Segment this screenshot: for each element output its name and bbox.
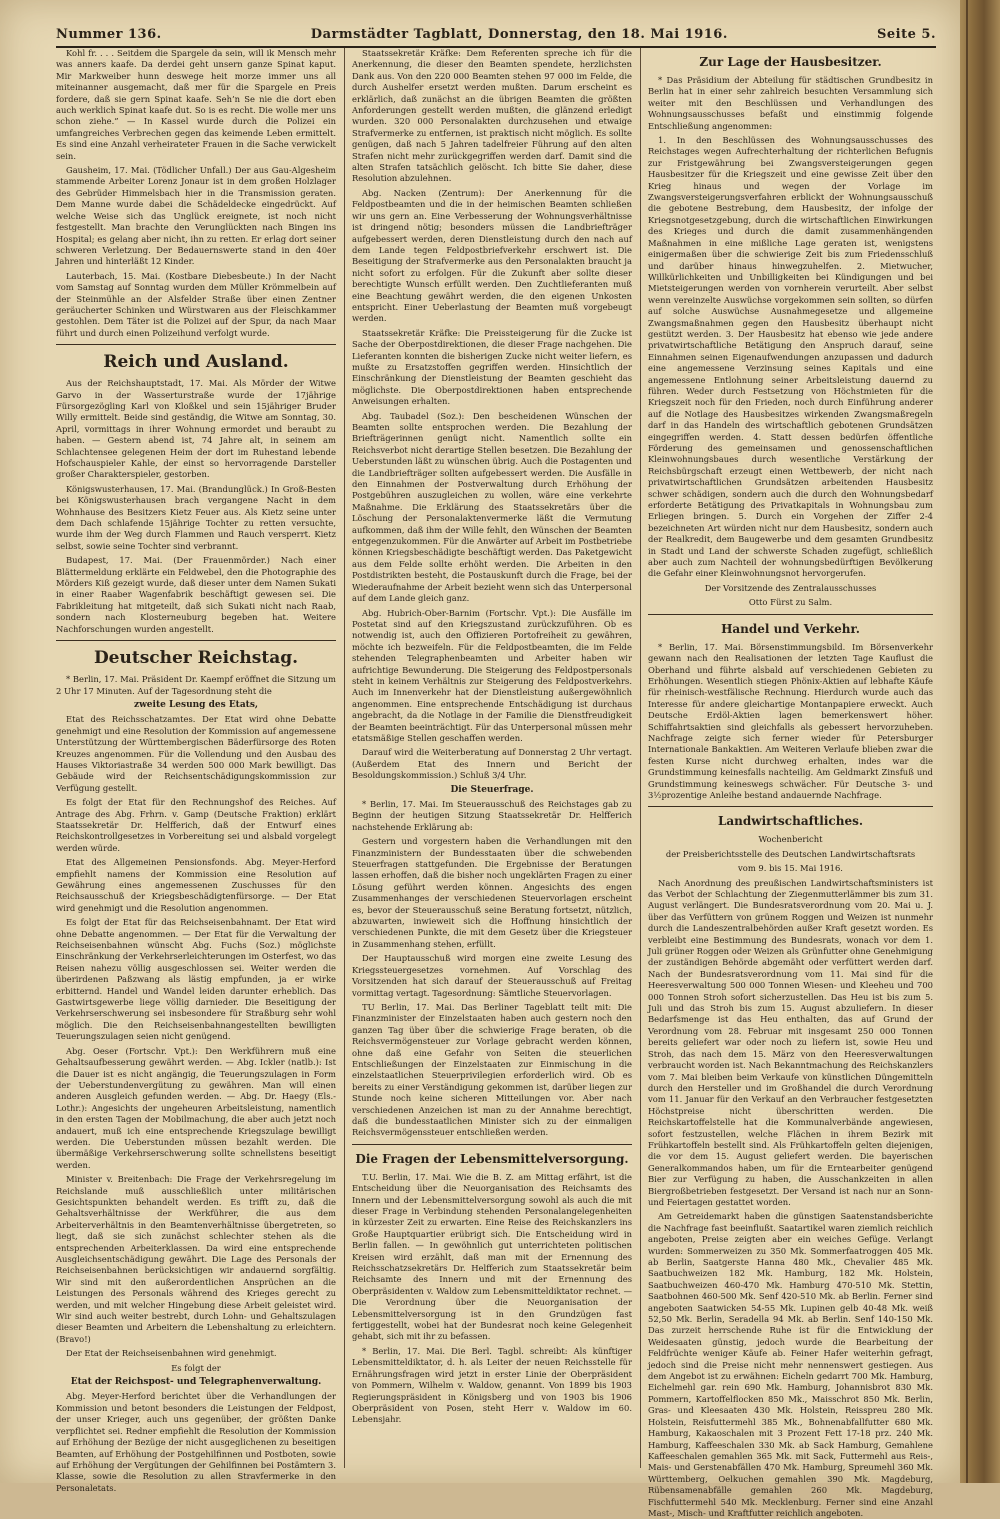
section-title-reichstag: Deutscher Reichstag. [93,648,299,669]
subheading: Es folgt der [171,1362,221,1373]
article-paragraph: Es folgt der Etat für das Reichseisenbahnamt. Der Etat wird ohne Debatte angenommen. — Der Etat für die Verwaltung der Reichseisenbahnen wünscht Abg. Fuchs (Soz.) möglichste Einschränkung der Verkehrserleichterungen im Osterfest, wo das Reisen nahezu völlig ausgeschlossen sei. Weiter werden die überirdenen Paßzwang als lästig empfunden, ja er wirke erbitternd. Handel und Wandel leiden darunter erheblich. Das Gastwirtsgewerbe liege völlig darnieder. Die Beseitigung der Verkehrserschwerung sei insbesondere für Straßburg sehr wohl möglich. Die den Reichseisenbahnangestellten bewilligten Teuerungszulagen seien nicht genügend. [56,917,336,1042]
article-paragraph: Nach Anordnung des preußischen Landwirtschaftsministers ist das Verbot der Schlachtung der Ziegenmutterlämmer bis zum 31. August verlängert. Die Bundesratsverordnung vom 20. Mai u. J. über das Verfüttern von grünem Roggen und Weizen ist nunmehr durch die Landeszentralbehörden außer Kraft gesetzt worden. Es verbleibt eine Bestimmung des Bundesrats, wonach vor dem 1. Juli grüner Roggen oder Weizen als Grünfutter ohne Genehmigung der zuständigen Behörde abgemäht oder verfüttert werden darf. Nach der Bundesratsverordnung vom 11. Mai sind für die Heeresverwaltung 500 000 Tonnen Wiesen- und Kleeheu und 700 000 Tonnen Stroh sofort sicherzustellen. Das Heu ist bis zum 5. Juli und das Stroh bis zum 15. August abzuliefern. In dieser Bedarfsmenge ist das Heu enthalten, das auf Grund der Verordnung vom 28. Februar mit insgesamt 250 000 Tonnen bereits geliefert war oder noch zu liefern ist, sowie Heu und Stroh, das nach dem 15. März von den Heeresverwaltungen verbraucht worden ist. Nach Bekanntmachung des Reichskanzlers vom 7. Mai bleiben beim Verkaufe von künstlichen Düngemitteln durch den Hersteller und im Großhandel die durch Verordnung vom 11. Januar für den Verkauf an den Verbraucher festgesetzten Höchstpreise nicht überschritten werden. Die Reichskartoffelstelle hat die Kommunalverbände angewiesen, sofort festzustellen, welche Flächen in ihrem Bezirk mit Frühkartoffeln bestellt sind. Als Frühkartoffeln gelten diejenigen, die vor dem 15. August geliefert werden. Die bayerischen Generalkommandos haben, um für die Erntearbeiter genügend Bier zur Verfügung zu haben, die Ausschankzeiten in allen Biergroßbetrieben festgesetzt. Der Versand ist nach nur an Sonn- und Feiertagen gestattet worden. [648,877,933,1207]
article-paragraph: Gausheim, 17. Mai. (Tödlicher Unfall.) Der aus Gau-Algesheim stammende Arbeiter Lorenz Jonaur ist in dem großen Holzlager des Gebrüder Himmelsbach hier in die Transmission geraten. Dem Manne wurde dabei die Schädeldecke eingedrückt. Auf welche Weise sich das Unglück ereignete, ist noch nicht festgestellt. Man brachte den Verunglückten nach Bingen ins Hospital; es gelang aber nicht, ihn zu retten. Er erlag dort seiner schweren Verletzung. Der Bedauernswerte stand in den 40er Jahren und hinterläßt 12 Kinder. [56,165,336,267]
page-header [56,22,936,48]
article-paragraph: Abg. Hubrich-Ober-Barnim (Fortschr. Vpt.): Die Ausfälle im Postetat sind auf den Kriegszustand zurückzuführen. Ob es notwendig ist, auch den Offizieren Portofreiheit zu gewähren, möchte ich bezweifeln. Für die Feldpostbeamten, die im Felde stehenden Telegraphenbeamten und Arbeiter haben wir aufrichtige Bewunderung. Die Steigerung des Feldpostpersonals steht in keinem Verhältnis zur Steigerung des Feldpostverkehrs. Auch im Innenverkehr hat der Dienstleistung außergewöhnlich angenommen. Eine entsprechende Entschädigung ist durchaus angebracht, da die Notlage in der Familie die Dienstfreudigkeit der Beamten beeinträchtigt. Für das Unterpersonal müssen mehr etatsmäßige Stellen geschaffen werden. [352,607,632,743]
section-title-hausbesitzer: Zur Lage der Hausbesitzer. [699,55,882,69]
section-divider [352,1144,632,1145]
article-paragraph: Abg. Oeser (Fortschr. Vpt.): Den Werkführern muß eine Gehaltsaufbesserung gewährt werden. — Abg. Ickler (natlb.): Ist die Dauer ist es nicht angängig, die Teuerungszulagen in Form der Ueberstundenvergütung zu gewähren. Man will einen anderen Ausgleich gefunden werden. — Abg. Dr. Haegy (Els.-Lothr.): Angesichts der ungeheuren Arbeitsleistung, namentlich in den ersten Tagen der Mobilmachung, die aber auch jetzt noch andauert, muß ich eine entsprechende Kriegszulage bewilligt werden. Die Ueberstunden müssen bezahlt werden. Die übermäßige Verkehrserschwerung sollte schnellstens beseitigt werden. [56,1045,336,1170]
newspaper-masthead: Darmstädter Tagblatt, Donnerstag, den 18. Mai 1916. [310,26,728,42]
section-title-handel: Handel und Verkehr. [721,621,860,636]
article-paragraph: Etat des Allgemeinen Pensionsfonds. Abg. Meyer-Herford empfiehlt namens der Kommission eine Resolution auf Gewährung eines angemessenen Zuschusses für den Reichsausschuß der Kriegsbeschädigtenfürsorge. — Der Etat wird genehmigt und die Resolution angenommen. [56,857,336,913]
subheading: Etat der Reichspost- und Telegraphenverwaltung. [70,1377,322,1388]
article-paragraph: Darauf wird die Weiterberatung auf Donnerstag 2 Uhr vertagt. (Außerdem Etat des Innern und Bericht der Besoldungskommission.) Schluß 3/4 Uhr. [352,747,632,781]
article-paragraph: Budapest, 17. Mai. (Der Frauenmörder.) Nach einer Blättermeldung erklärte ein Feldwebel, den die Photographie des Mörders Kiß gezeigt wurde, daß dieser unter dem Namen Sukati in einer Raaber Wagenfabrik beschäftigt gewesen sei. Die Fabrikleitung hat mitgeteilt, daß sich Sukati nicht nach Raab, sondern nach Klosterneuburg begeben hat. Weitere Nachforschungen wurden angestellt. [56,555,336,634]
subheading: zweite Lesung des Etats, [133,699,259,710]
subheading: Wochenbericht [758,834,823,845]
article-paragraph: Abg. Meyer-Herford berichtet über die Verhandlungen der Kommission und betont besonders die Leistungen der Feldpost, der unser Krieger, auch uns gegenüber, der größten Danke verpflichtet sei. Redner empfiehlt die Resolution der Kommission auf Erhöhung der Bezüge der nicht ausgeglichenen zu beseitigen Beamten, auf Erhöhung der Postgehilfinnen und Postboten, sowie auf Erhöhung der Vergütungen der Gehilfinnen bei Postämtern 3. Klasse, sowie die Resolution zu allen Stravfermerke in den Personaletats. [56,1391,336,1493]
article-paragraph: Staatssekretär Kräfke: Die Preissteigerung für die Zucke ist Sache der Oberpostdirektionen, die dieser Frage nachgehen. Die Lieferanten konnten die bisherigen Zucke nicht weiter liefern, es mußte zu Ersatzstoffen gegriffen werden. Hinsichtlich der Einschränkung der Dienstleistung der Beamten geschieht das möglichste. Die Oberpostdirektionen haben entsprechende Anweisungen erhalten. [352,327,632,407]
article-paragraph: * Das Präsidium der Abteilung für städtischen Grundbesitz in Berlin hat in einer sehr zahlreich besuchten Versammlung sich weiter mit den Beschlüssen und Verhandlungen des Wohnungsausschusses befaßt und einstimmig folgende Entschließung angenommen: [648,75,933,131]
subheading: vom 9. bis 15. Mai 1916. [738,863,843,874]
section-title-landwirtschaft: Landwirtschaftliches. [717,814,864,829]
article-paragraph: * Berlin, 17. Mai. Präsident Dr. Kaempf eröffnet die Sitzung um 2 Uhr 17 Minuten. Auf der Tagesordnung steht die [56,674,336,696]
subheading: Die Steuerfrage. [450,784,534,795]
section-divider [56,640,336,641]
article-paragraph: Lauterbach, 15. Mai. (Kostbare Diebesbeute.) In der Nacht vom Samstag auf Sonntag wurden dem Müller Krömmelbein auf der Steinmühle an der Alsfelder Straße über einen Zentner geräucherter Schinken und Würstwaren aus der Fleischkammer gestohlen. Dem Täter ist die Polizei auf der Spur, da nach Maar führt und durch einen Polizeihund verfolgt wurde. [56,270,336,338]
article-paragraph: Kohl fr. . . . Seitdem die Spargele da sein, will ik Mensch mehr was anners kaafe. Da derdei geht unsern ganze Spinat kaput. Mir Markweiber hunn deswege heit morze immer uns all miteinanner ausgemacht, daß mer für die Spargele en Preis fordere, daß sie gern Spinat kaafe. Seh’n Se nie die dort eben auch werklich Spinat kaafe dut. So is es recht. Die wolle mer uns schon ziehe.” — In Kassel wurde durch die Polizei ein umfangreiches Verbrechen gegen das keimende Leben ermittelt. Es sind eine Anzahl verheirateter Frauen in die Sache verwickelt sein. [56,48,336,161]
article-paragraph: Gestern und vorgestern haben die Verhandlungen mit den Finanzministern der Bundesstaaten über die schwebenden Steuerfragen stattgefunden. Die Ergebnisse der Beratungen lassen erhoffen, daß die bisher noch ungeklärten Fragen zu einer Lösung geführt werden können. Angesichts des engen Zusammenhanges der verschiedenen Steuervorlagen erscheint es, bevor der Steuerausschuß seine Beratung fortsetzt, nützlich, abzuwarten, inwieweit sich die Hoffnung hinsichtlich der verschiedenen Punkte, die mit dem Gesetz über die Kriegsteuer in Zusammenhang stehen, erfüllt. [352,836,632,949]
book-binding [960,0,1000,1483]
section-title-lebensmittel: Die Fragen der Lebensmittelversorgung. [355,1151,629,1166]
signature-line: Der Vorsitzende des Zentralausschusses [704,582,877,593]
article-paragraph: T.U. Berlin, 17. Mai. Wie die B. Z. am Mittag erfährt, ist die Entscheidung über die Neuorganisation des Reichsamts des Innern und der Lebensmittelversorgung sowohl als auch die mit dieser Frage in Verbindung stehenden Personalangelegenheiten in kürzester Zeit zu erwarten. Eine Reise des Reichskanzlers ins Große Hauptquartier erübrigt sich. Die Entscheidung wird in Berlin fallen. — In gewöhnlich gut unterrichteten politischen Kreisen wird erzählt, daß man mit der Ernennung des Reichsschatzsekretärs Dr. Helfferich zum Staatssekretär beim Reichsamte des Innern und mit der Ernennung des Oberpräsidenten v. Waldow zum Lebensmitteldiktator rechnet. — Die Verordnung über die Neuorganisation der Lebensmittelversorgung ist in den Grundzügen fast fertiggestellt, wobei hat der Bundesrat noch keine Gelegenheit gehabt, sich mit ihr zu befassen. [352,1171,632,1342]
column-3 [648,48,933,1518]
issue-number: Nummer 136. [56,26,162,42]
signature-name: Otto Fürst zu Salm. [748,597,833,608]
section-divider [648,806,933,807]
section-title-reich: Reich und Ausland. [103,352,289,373]
article-paragraph: Minister v. Breitenbach: Die Frage der Verkehrsregelung im Reichslande muß ausschließlich unter militärischen Gesichtspunkten behandelt werden. Es trifft zu, daß die Gehaltsverhältnisse der Werkführer, die aus dem Arbeiterverhältnis in den Beamtenverhältnisse übergetreten, so liegt, daß sie sich zunächst schlechter stehen als die entsprechenden Arbeiterklassen. Da wird eine entsprechende Ausgleichsentschädigung gewährt. Die Lage des Personals der Reichseisenbahnen berücksichtigen wir andauernd sorgfältig. Wir sind mit den außerordentlichen Ansprüchen an die Leistungen des Personals während des Krieges gerecht zu werden, und mit welcher Hingebung diese Arbeit geleistet wird. Wir sind auch weiter bestrebt, durch Lohn- und Gehaltszulagen dieser Beamten und Arbeitern die Lebenshaltung zu erleichtern. (Bravo!) [56,1174,336,1344]
article-paragraph: TU Berlin, 17. Mai. Das Berliner Tageblatt teilt mit: Die Finanzminister der Einzelstaaten haben auch gestern noch den ganzen Tag über über die schwierige Frage beraten, ob die Reichsvermögensteuer zur Vorlage gebracht werden können, ohne daß eine Gefahr von Seiten die steuerlichen Entschließungen der Einzelstaaten zur Einmischung in die einzelstaatlichen Steuerprivilegien erforderlich wird. Ob es bereits zu einer Verständigung gekommen ist, darüber liegen zur Stunde noch keine sicheren Mitteilungen vor. Aber nach verschiedenen Anzeichen ist man zu der Annahme berechtigt, daß die bundesstaatlichen Minister sich zu der einmaligen Reichsvermögenssteuer entschließen werden. [352,1001,632,1138]
article-paragraph: * Berlin, 17. Mai. Im Steuerausschuß des Reichstages gab zu Beginn der heutigen Sitzung Staatssekretär Dr. Helfferich nachstehende Erklärung ab: [352,799,632,832]
article-paragraph: Am Getreidemarkt haben die günstigen Saatenstandsberichte die Nachfrage fast beeinflußt. Saatartikel waren ziemlich reichlich angeboten, Preise zeigten aber ein weiches Gefüge. Verlangt wurden: Sommerweizen zu 350 Mk. Sommerfaatroggen 405 Mk. ab Berlin, Saatgerste Hanna 480 Mk., Chevalier 485 Mk. Saatbuchweizen 182 Mk. Hamburg, 182 Mk. Holstein, Saatbuchweizen 460-470 Mk. Hamburg 470-510 Mk. Stettin, Saatbohnen 460-500 Mk. Senf 420-510 Mk. ab Berlin. Ferner sind angeboten Saatwicken 54-55 Mk. Lupinen gelb 40-48 Mk. weiß 52,50 Mk. Berlin, Seradella 94 Mk. ab Berlin. Senf 140-150 Mk. Das zurzeit herrschende Ruhe ist für die Entwicklung der Weidesaaten günstig, jedoch wurde die Bearbeitung der Feldfrüchte weniger Käufe ab. Feiner Hafer weiterhin gefragt, jedoch sind die Preise nicht mehr nennenswert gestiegen. Aus dem Angebot ist zu erwähnen: Eicheln gedarrt 700 Mk. Hamburg, Eichelmehl gar. rein 690 Mk. Hamburg, Johannisbrot 830 Mk. Pommern, Kartoffelflocken 850 Mk., Maisschrot 850 Mk. Berlin, Gras- und Kleesaaten 430 Mk. Holstein, Reisspreu 280 Mk. Holstein, Reisfuttermehl 385 Mk., Bohnenabfallfutter 680 Mk. Hamburg, Kakaoschalen mit 3 Prozent Fett 17-18 prz. 240 Mk. Hamburg, Kaffeeschalen 330 Mk. ab Sack Hamburg, Gemahlene Kaffeeschalen gemahlen 365 Mk. mit Sack, Futtermehl aus Reis-, Mais- und Gerstenabfällen 470 Mk. Hamburg, Spreumehl 360 Mk. Württemberg, Oelkuchen gemahlen 390 Mk. Magdeburg, Rübensamenabfälle gemahlen 260 Mk. Magdeburg, Fischfuttermehl 540 Mk. Mecklenburg. Ferner sind eine Anzahl Mast-, Misch- und Kraftfutter reichlich angeboten. [648,1211,933,1518]
subheading: der Preisberichtsstelle des Deutschen Landwirtschaftsrats [665,848,916,859]
article-paragraph: 1. In den Beschlüssen des Wohnungsausschusses des Reichstages wegen Aufrechterhaltung der richterlichen Befugnis zur Fristgewährung bei Zwangsversteigerungen gegen Hausbesitzer für die Kriegszeit und eine gewisse Zeit über den Krieg hinaus und wegen der Vorlage im Zwangsversteigerungsverfahren erblickt der Wohnungsausschuß die gebotene Bestrebung, dem Hausbesitz, der infolge der Kriegsnotgesetzgebung, durch die wirtschaftlichen Einwirkungen des Krieges und durch die damit zusammenhängenden Maßnahmen in eine mißliche Lage geraten ist, wenigstens einigermaßen über die schwierige Zeit bis zum Friedensschluß und darüber hinaus hinwegzuhelfen. 2. Mietwucher, Willkürlichkeiten und Unbilligkeiten bei Kündigungen und bei Mietsteigerungen werden von vornherein verurteilt. Aber selbst wenn vereinzelte Auswüchse vorgekommen sein sollten, so dürfen auf solche Auswüchse Ausnahmegesetze und allgemeine Zwangsmaßnahmen gegen den Hausbesitz überhaupt nicht gestützt werden. 3. Der Hausbesitz hat ebenso wie jede andere privatwirtschaftliche Betätigung den Anspruch darauf, seine Einnahmen seinen Eigenaufwendungen anzupassen und dadurch eine angemessene Verzinsung seines Kapitals und eine angemessene Entlohnung seiner Arbeitsleistung dauernd zu führen. Weder durch Festsetzung von Höchstmieten für die Kriegszeit noch für den Frieden, noch durch Einführung anderer auf die Notlage des Hausbesitzes wirkenden Zwangsmaßregeln darf in das Handeln des wirtschaftlich gebotenen Grundsätzen eingegriffen werden. 4. Statt dessen bedürfen öffentliche Förderung des gemeinsamen und genossenschaftlichen Kleinwohnungsbaues durch wesentliche Verstärkung der Reichsbürgschaft erzeugt einen Wettbewerb, der nicht nach privatwirtschaftlichen Grundsätzen arbeitenden Hausbesitz schwer schädigen, sondern auch die durch den Wohnungsbedarf erforderte Betätigung des Privatkapitals in Wohnungsbau zum Erliegen bringen. 5. Durch ein Vorgehen der Ziffer 2-4 bezeichneten Art würden nicht nur dem Hausbesitz, sondern auch der Realkredit, dem Baugewerbe und dem gesamten Grundbesitz in Stadt und Land der schwerste Schaden zugefügt, schließlich aber auch zum Nachteil der wohnungsbedürftigen Bevölkerung die Gefahr einer Kleinwohnungsnot hervorgerufen. [648,135,933,579]
article-paragraph: Etat des Reichsschatzamtes. Der Etat wird ohne Debatte genehmigt und eine Resolution der Kommission auf angemessene Unterstützung der Württembergischen Bäderfürsorge des Roten Kreuzes angenommen. Für die Vollendung und den Ausbau des Hauses Viktoriastraße 34 werden 500 000 Mark bewilligt. Das Gebäude wird der Reichsentschädigungskommission zur Verfügung gestellt. [56,714,336,793]
article-paragraph: Abg. Nacken (Zentrum): Der Anerkennung für die Feldpostbeamten und die in der heimischen Beamten schließen wir uns gern an. Eine Verbesserung der Wohnungsverhältnisse ist dringend nötig; besonders müssen die Landbriefträger aufgebessert werden, deren Dienstleistung durch den nach auf dem Lande tegen Feldpostbriefverkehr erschwert ist. Die Beseitigung der Strafvermerke aus den Personalakten braucht ja nicht sofort zu erfolgen. Für die Zukunft aber sollte dieser berechtigte Wunsch erfüllt werden. Den Zuchtlieferanten muß eine Beachtung gewährt werden, die den eigenen Unkosten entspricht. Einer Ueberlastung der Beamten muß vorgebeugt werden. [352,187,632,324]
section-divider [648,614,933,615]
article-paragraph: Der Hauptausschuß wird morgen eine zweite Lesung des Kriegssteuergesetzes vornehmen. Auf Vorschlag des Vorsitzenden hat sich darauf der Steuerausschuß auf Freitag vormittag vertagt. Tagesordnung: Sämtliche Steuervorlagen. [352,953,632,998]
article-paragraph: Der Etat der Reichseisenbahnen wird genehmigt. [66,1348,277,1359]
article-paragraph: Es folgt der Etat für den Rechnungshof des Reiches. Auf Antrage des Abg. Frhrn. v. Gamp (Deutsche Fraktion) erklärt Staatssekretär Dr. Helfferich, daß der Entwurf eines Reichskontrollgesetzes in Vorbereitung sei und alsbald vorgelegt werden würde. [56,797,336,853]
column-1 [56,48,336,1493]
section-divider [56,344,336,345]
article-paragraph: Staatssekretär Kräfke: Dem Referenten spreche ich für die Anerkennung, die dieser den Beamten spendete, herzlichsten Dank aus. Von den 220 000 Beamten stehen 97 000 im Felde, die durch Aushelfer ersetzt werden mußten. Darum erscheint es erklärlich, daß zunächst an die übrigen Beamten die größten Anforderungen gestellt werden mußten, die glänzend erledigt wurden. 320 000 Personalakten durchzusehen und etwaige Strafvermerke zu entfernen, ist praktisch nicht möglich. Es sollte genügen, daß nach 5 Jahren tadelfreier Führung auf den alten Strafen nicht mehr zurückgegriffen werden darf. Damit sind die alten Strafen tatsächlich gelöscht. Ich bitte Sie daher, diese Resolution abzulehnen. [352,48,632,184]
article-paragraph: * Berlin, 17. Mai. Börsenstimmungsbild. Im Börsenverkehr gewann nach den Realisationen der letzten Tage Kauflust die Oberhand und führte alsbald auf verschiedenen Gebieten zu Erhöhungen. Wesentlich stiegen Phönix-Aktien auf lebhafte Käufe für rheinisch-westfälische Rechnung. Hierdurch wurde auch das Interesse für andere gleichartige Montanpapiere erweckt. Auch Deutsche Erdöl-Aktien lagen bemerkenswert höher. Schiffahrtsaktien sind gleichfalls als gebessert hervorzuheben. Nachfrage zeigte sich ferner wieder für Petersburger Internationale Bankaktien. Am Weiteren Verlaufe blieben zwar die festen Kurse nicht durchweg erhalten, indes war die Grundstimmung keinesfalls nachteilig. Am Geldmarkt Zinsfuß und Grundstimmung keineswegs schwächer. Für Deutsche 3- und 3½prozentige Anleihe bestand andauernde Nachfrage. [648,641,933,800]
column-divider [344,48,345,1468]
article-paragraph: Abg. Taubadel (Soz.): Den bescheidenen Wünschen der Beamten sollte entsprochen werden. Die Bezahlung der Briefträgerinnen genügt nicht. Namentlich sollte ein Reichsverbot nicht derartige Stellen besetzen. Die Bezahlung der Ueberstunden läßt zu wünschen übrig. Auch die Postagenten und die Landbriefträger sollten aufgebessert werden. Die Ausfälle in den Einnahmen der Postverwaltung durch Erhöhung der Postgebühren auszugleichen zu wollen, wäre eine verkehrte Maßnahme. Die Erklärung des Staatssekretärs über die Löschung der Personalaktenvermerke läßt die Vermutung aufkommen, daß ihm der Wille fehlt, den Wünschen der Beamten entgegenzukommen. Für die Anwärter auf Arbeit im Postbetriebe können Kriegsbeschädigte beschäftigt werden. Das Paketgewicht aus dem Felde sollte erhöht werden. Die Arbeiten in den Postdistrikten besteht, die Postauskunft durch die Frage, bei der Wiederaufnahme der Arbeit bezieht wenn sich das Unterpersonal auf dem Lande gleich ganz. [352,410,632,604]
binding-stripe [966,0,968,1483]
page-number: Seite 5. [877,26,936,42]
article-paragraph: Aus der Reichshauptstadt, 17. Mai. Als Mörder der Witwe Garvo in der Wasserturstraße wurde der 17jährige Fürsorgezögling Karl von Kloßkel und sein 15jähriger Bruder Willy ermittelt. Beide sind geständig, die Witwe am Sonntag, 30. April, vormittags in ihrer Wohnung ermordet und beraubt zu haben. — Gestern abend ist, 74 Jahre alt, in seinem am Schlachtensee gelegenen Heim der dort im Ruhestand lebende Hofschauspieler Kahle, der einst so hervorragende Darsteller großer Charakterspieler, gestorben. [56,378,336,480]
article-paragraph: Königswusterhausen, 17. Mai. (Brandunglück.) In Groß-Besten bei Königswusterhausen brach vergangene Nacht in dem Wohnhause des Besitzers Kietz Feuer aus. Als Kietz seine unter dem Dach schlafende 15jährige Tochter zu retten versuchte, wurde ihm der Weg durch Flammen und Rauch versperrt. Kietz selbst, sowie seine Tochter sind verbrannt. [56,483,336,551]
column-divider [640,48,641,1468]
column-2 [352,48,632,1468]
article-paragraph: * Berlin, 17. Mai. Die Berl. Tagbl. schreibt: Als künftiger Lebensmitteldiktator, d. h. als Leiter der neuen Reichsstelle für Ernährungsfragen wird jetzt in erster Linie der Oberpräsident von Pommern, Wilhelm v. Waldow, genannt. Von 1899 bis 1903 Regierungspräsident in Königsberg und von 1903 bis 1906 Oberpräsident von Posen, steht Herr v. Waldow im 60. Lebensjahr. [352,1345,632,1425]
